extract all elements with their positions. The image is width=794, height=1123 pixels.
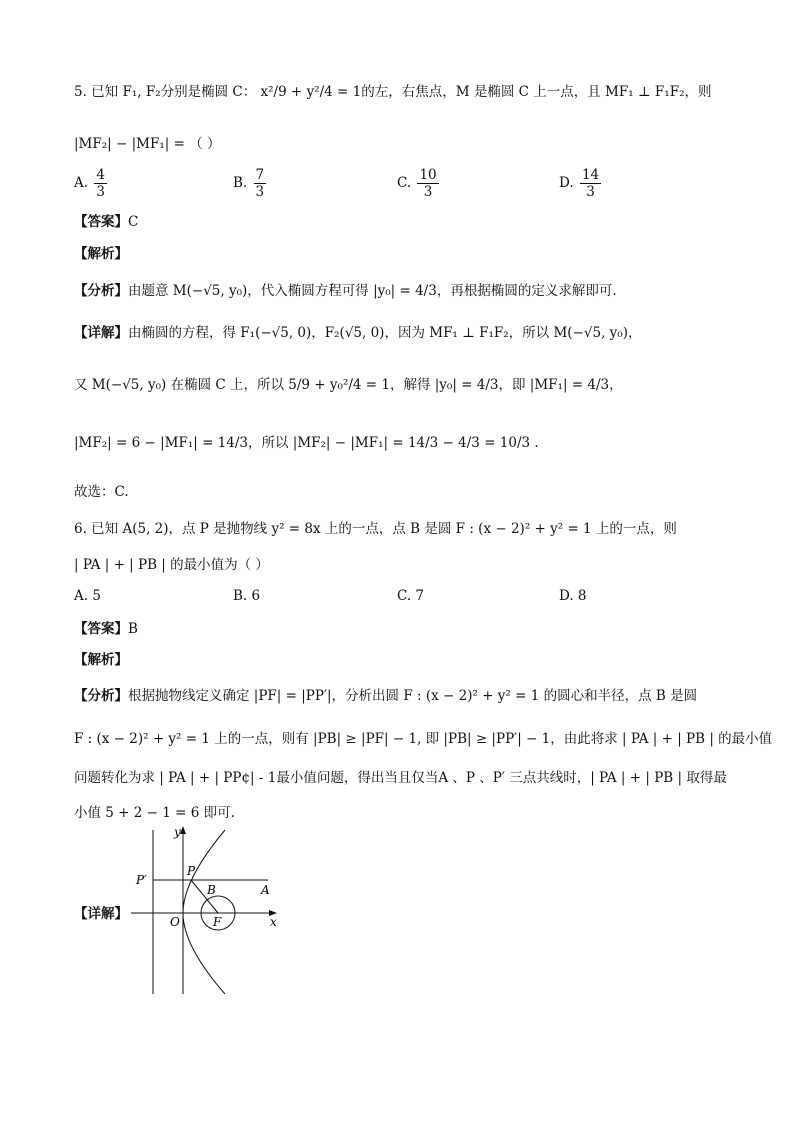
label-x: x — [270, 915, 277, 929]
q6-fenxi-line1: 【分析】根据抛物线定义确定 |PF| = |PP′|，分析出圆 F : (x − 2)² + y² = 1 的圆心和半径，点 B 是圆 — [74, 688, 698, 704]
q5-stem-line1: 5. 已知 F₁, F₂分别是椭圆 C： x²/9 + y²/4 = 1的左，右焦点，M 是椭圆 C 上一点，且 MF₁ ⊥ F₁F₂，则 — [74, 84, 712, 100]
y-axis-arrow — [180, 826, 186, 834]
q5-detail-line1: 【详解】由椭圆的方程，得 F₁(−√5, 0)，F₂(√5, 0)，因为 MF₁ ⊥ F₁F₂，所以 M(−√5, y₀)， — [74, 325, 642, 341]
q6-option-a: A. 5 — [74, 588, 101, 604]
q5-option-b: B. $\frac{7}{3}$ — [233, 167, 265, 200]
label-y: y — [174, 825, 181, 839]
label-p: P — [187, 864, 196, 878]
q6-fenxi-line2: F : (x − 2)² + y² = 1 上的一点，则有 |PB| ≥ |PF| − 1, 即 |PB| ≥ |PP′| − 1，由此将求 | PA | + | PB | 的最小值 — [74, 731, 773, 747]
q6-fenxi-line4: 小值 5 + 2 − 1 = 6 即可. — [74, 805, 235, 821]
q6-stem-line1: 6. 已知 A(5, 2)，点 P 是抛物线 y² = 8x 上的一点，点 B 是圆 F : (x − 2)² + y² = 1 上的一点，则 — [74, 521, 677, 537]
label-b: B — [207, 883, 216, 897]
q6-answer: 【答案】B — [74, 621, 138, 637]
q6-option-d: D. 8 — [559, 588, 587, 604]
q5-option-d: D. $\frac{14}{3}$ — [559, 167, 600, 200]
q5-option-a: A. $\frac{4}{3}$ — [74, 167, 105, 200]
label-f: F — [213, 915, 222, 929]
q6-option-c: C. 7 — [397, 588, 425, 604]
parabola-circle-figure — [125, 822, 290, 1000]
q6-stem-line2: | PA | + | PB | 的最小值为（ ） — [74, 557, 269, 573]
label-a: A — [261, 883, 270, 897]
q5-analysis-tag: 【解析】 — [74, 246, 128, 262]
q6-fenxi-line3: 问题转化为求 | PA | + | PP¢| - 1最小值问题，得出当且仅当A 、P 、P′ 三点共线时，| PA | + | PB | 取得最 — [74, 770, 727, 786]
q5-option-c: C. $\frac{10}{3}$ — [397, 167, 437, 200]
q5-fenxi: 【分析】由题意 M(−√5, y₀)，代入椭圆方程可得 |y₀| = 4/3，再根据椭圆的定义求解即可. — [74, 283, 617, 299]
q6-xiangjie-tag: 【详解】 — [74, 906, 128, 922]
q5-detail-line2: 又 M(−√5, y₀) 在椭圆 C 上，所以 5/9 + y₀²/4 = 1，解得 |y₀| = 4/3，即 |MF₁| = 4/3， — [74, 377, 623, 393]
q5-stem-line2: |MF₂| − |MF₁| = （ ） — [74, 136, 221, 152]
parabola-curve — [183, 830, 225, 994]
q5-conclusion: 故选：C. — [74, 484, 129, 500]
q5-answer: 【答案】C — [74, 214, 139, 230]
q5-detail-line3: |MF₂| = 6 − |MF₁| = 14/3，所以 |MF₂| − |MF₁| = 14/3 − 4/3 = 10/3 . — [74, 435, 539, 451]
q6-analysis-tag: 【解析】 — [74, 652, 128, 668]
label-o: O — [170, 915, 180, 929]
q6-option-b: B. 6 — [233, 588, 261, 604]
label-p-prime: P′ — [136, 873, 147, 887]
